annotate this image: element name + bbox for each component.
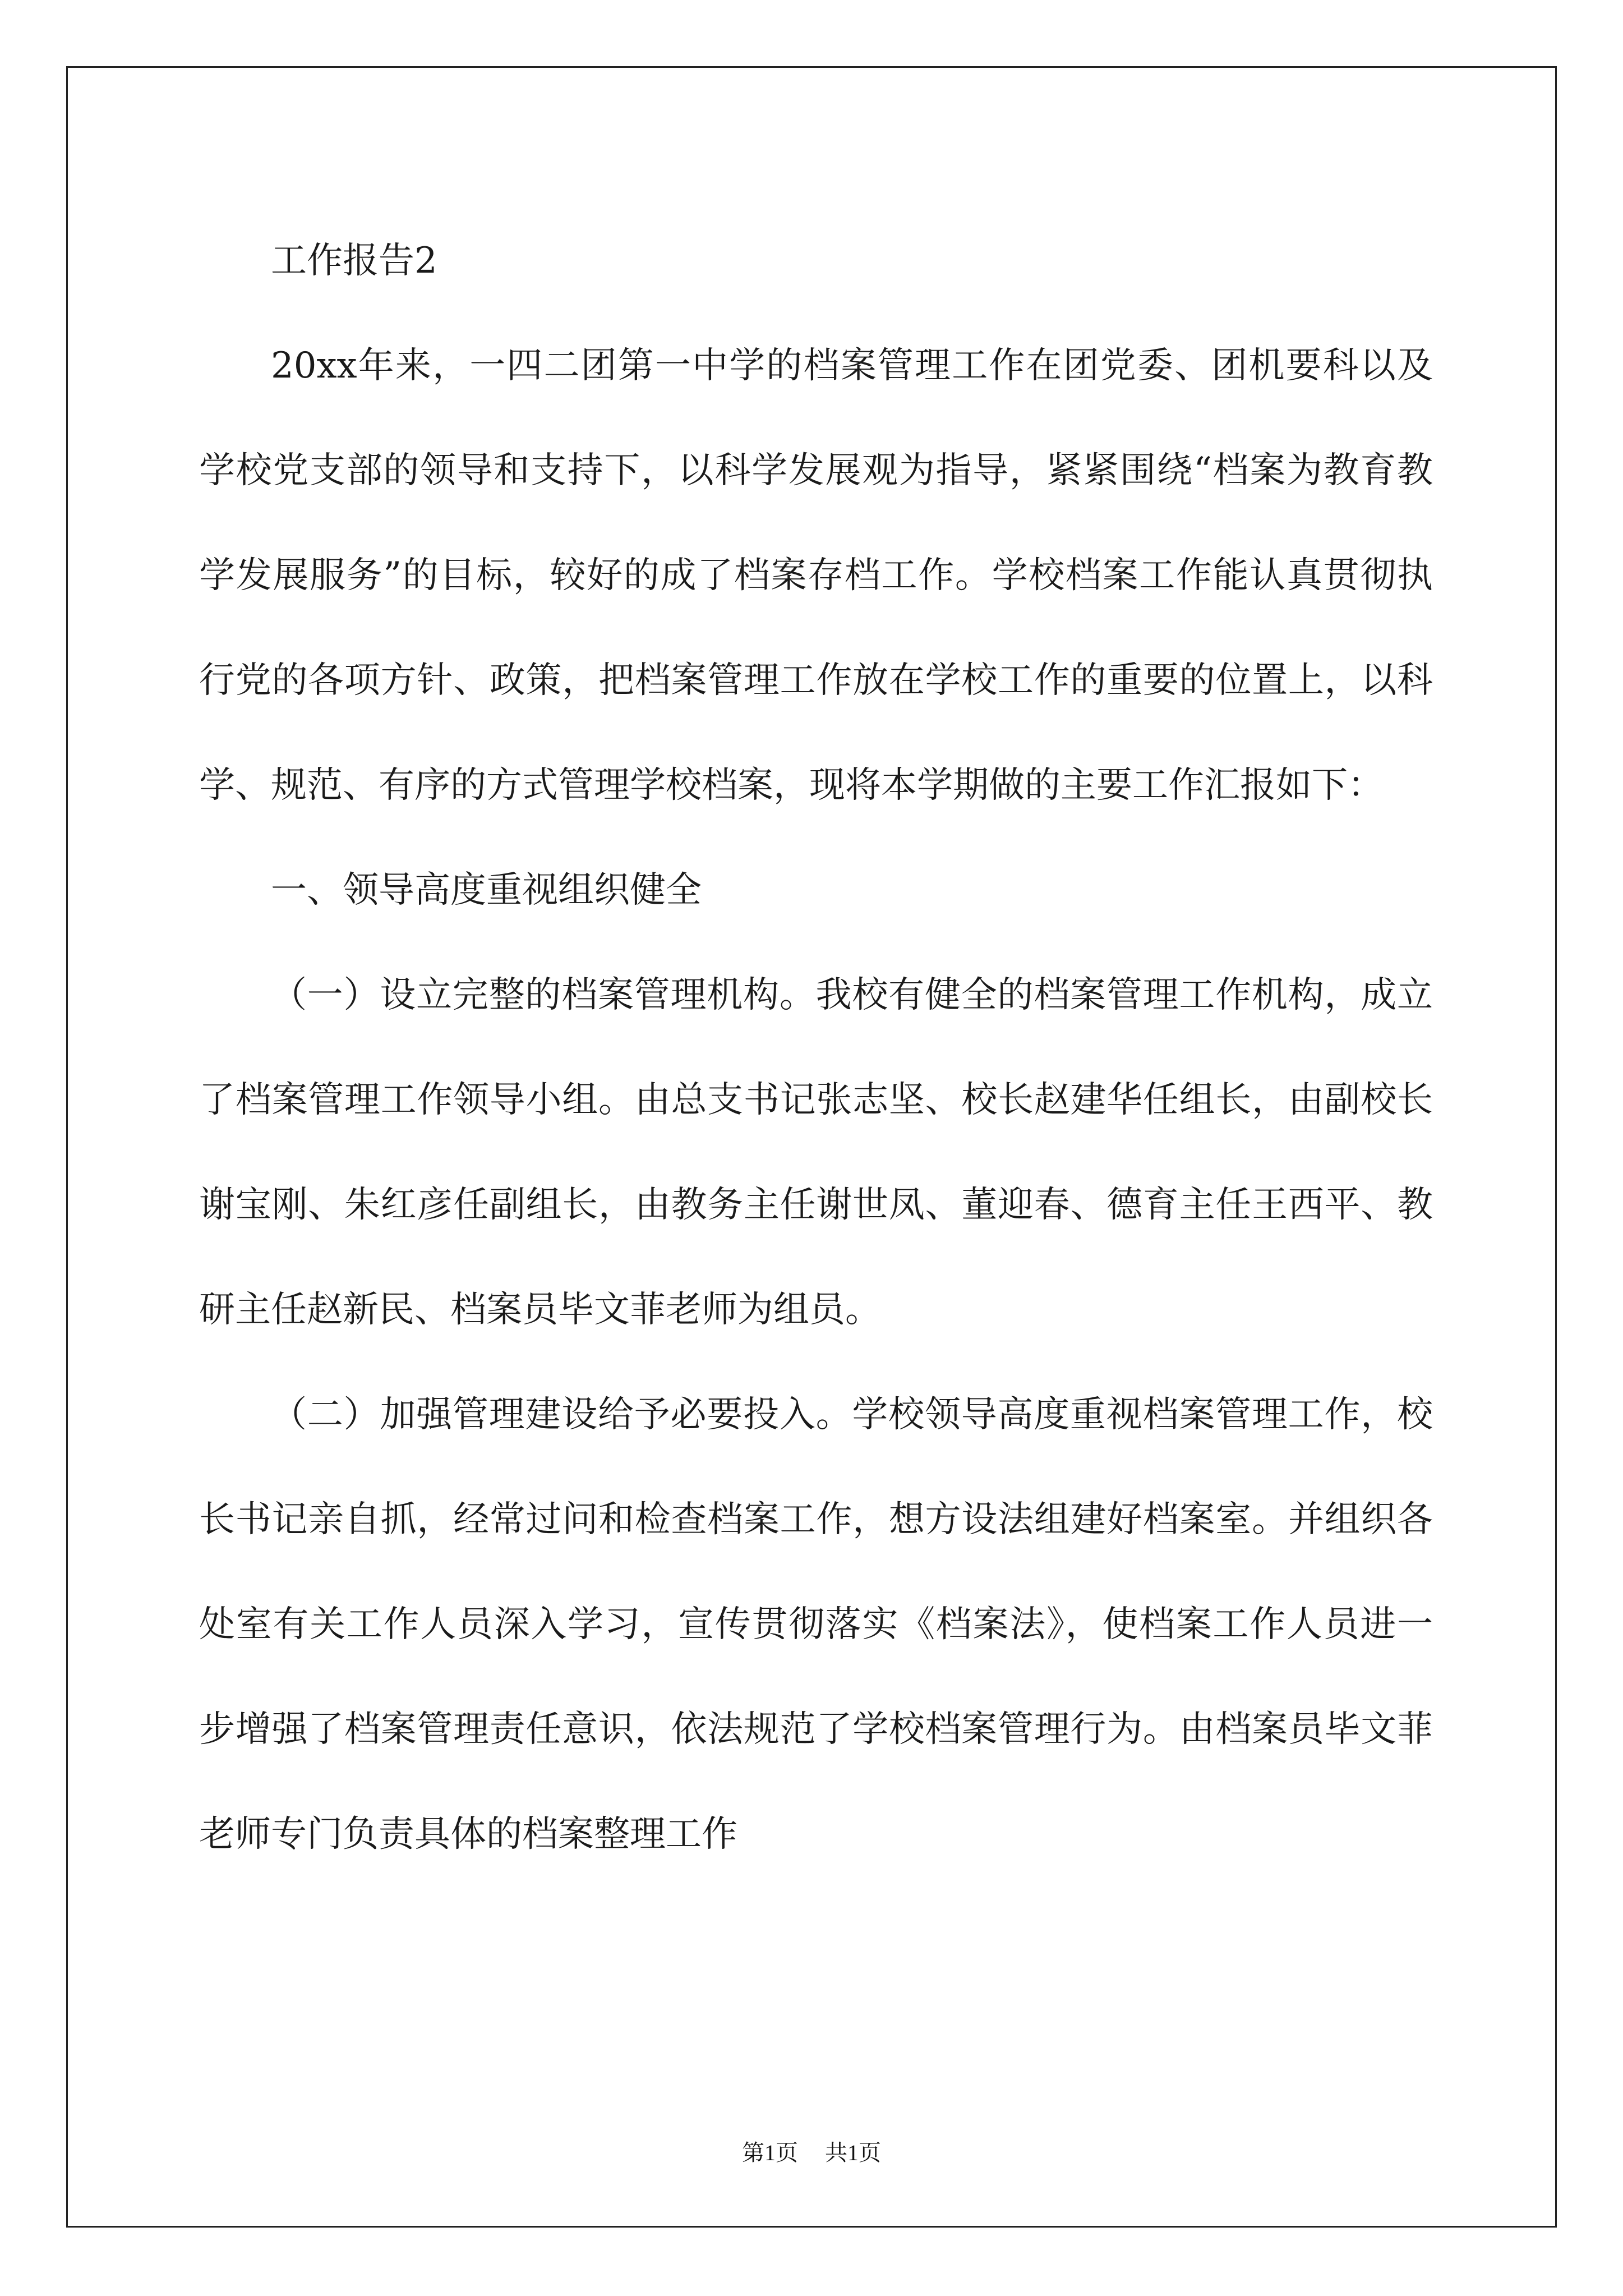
paragraph-intro: 20xx年来，一四二团第一中学的档案管理工作在团党委、团机要科以及学校党支部的领导和支持下，以科学发展观为指导，紧紧围绕“档案为教育教学发展服务”的目标，较好的成了档案存档工作。学校档案工作能认真贯彻执行党的各项方针、政策，把档案管理工作放在学校工作的重要的位置上，以科学、规范、有序的方式管理学校档案，现将本学期做的主要工作汇报如下： (199, 345, 1433, 806)
document-title: 工作报告2 (271, 240, 437, 282)
paragraph-section-1-1: （一）设立完整的档案管理机构。我校有健全的档案管理工作机构，成立了档案管理工作领导小组。由总支书记张志坚、校长赵建华任组长，由副校长谢宝刚、朱红彦任副组长，由教务主任谢世凤、董迎春、德育主任王西平、教研主任赵新民、档案员毕文菲老师为组员。 (199, 974, 1433, 1331)
page-number: 第1页 (742, 2140, 798, 2165)
paragraph-section-1-2: （二）加强管理建设给予必要投入。学校领导高度重视档案管理工作，校长书记亲自抓，经常过问和检查档案工作，想方设法组建好档案室。并组织各处室有关工作人员深入学习，宣传贯彻落实《档案法》，使档案工作人员进一步增强了档案管理责任意识，依法规范了学校档案管理行为。由档案员毕文菲老师专门负责具体的档案整理工作 (199, 1394, 1433, 1855)
page-total: 共1页 (825, 2140, 881, 2165)
document-body (199, 209, 1433, 1887)
page-footer (0, 2136, 1623, 2170)
section-heading-1: 一、领导高度重视组织健全 (271, 869, 702, 911)
